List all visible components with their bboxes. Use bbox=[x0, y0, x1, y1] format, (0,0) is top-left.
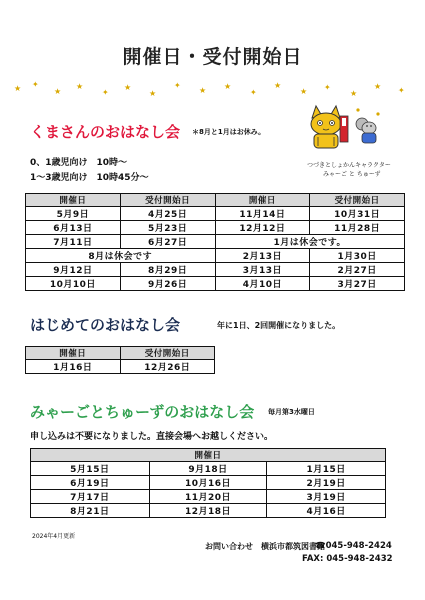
table-cell: 3月13日 bbox=[215, 263, 310, 277]
kuma-line1: 0、1歳児向け 10時～ bbox=[30, 158, 128, 168]
header-cell: 受付開始日 bbox=[310, 194, 405, 207]
header-cell: 開催日 bbox=[31, 449, 386, 462]
star-icon: ★ bbox=[124, 83, 132, 92]
contact-tel: ☎045-948-2424 bbox=[315, 541, 392, 551]
table-row bbox=[31, 504, 386, 518]
table-row bbox=[31, 476, 386, 490]
table-cell: 10月31日 bbox=[310, 207, 405, 221]
star-icon: ✦ bbox=[32, 80, 39, 89]
star-icon: ★ bbox=[274, 81, 282, 90]
table-cell: 8月21日 bbox=[31, 504, 150, 518]
table-row bbox=[31, 490, 386, 504]
table-cell: 4月25日 bbox=[120, 207, 215, 221]
table-cell: 11月14日 bbox=[215, 207, 310, 221]
kuma-note: ＊8月と1月はお休み。 bbox=[192, 128, 266, 136]
table-cell: 12月18日 bbox=[149, 504, 267, 518]
star-icon: ★ bbox=[199, 86, 207, 95]
hajime-note: 年に1日、2回開催になりました。 bbox=[217, 321, 341, 330]
table-row bbox=[26, 249, 405, 263]
star-icon: ★ bbox=[149, 89, 157, 98]
table-row bbox=[31, 462, 386, 476]
mascot-caption-1: つづきとしょかんキャラクター bbox=[307, 162, 391, 169]
star-icon: ✦ bbox=[398, 86, 405, 95]
table-cell: 3月27日 bbox=[310, 277, 405, 291]
mascot-caption-2: みゃーご と ちゅーず bbox=[323, 171, 381, 178]
star-icon: ✦ bbox=[324, 83, 331, 92]
star-icon: ★ bbox=[54, 87, 62, 96]
table-cell: 9月18日 bbox=[149, 462, 267, 476]
table-cell: 7月17日 bbox=[31, 490, 150, 504]
kuma-heading: くまさんのおはなし会 bbox=[30, 123, 181, 141]
table-cell: 10月10日 bbox=[26, 277, 121, 291]
table-cell: 1月16日 bbox=[26, 360, 121, 374]
star-icon: ★ bbox=[374, 82, 382, 91]
table-cell: 2月27日 bbox=[310, 263, 405, 277]
contact-fax: FAX: 045-948-2432 bbox=[302, 554, 393, 564]
table-row bbox=[26, 235, 405, 249]
table-cell: 2月19日 bbox=[267, 476, 386, 490]
table-cell: 4月10日 bbox=[215, 277, 310, 291]
table-header-row bbox=[26, 347, 215, 360]
myago-heading: みゃーごとちゅーずのおはなし会 bbox=[30, 403, 255, 421]
header-cell: 開催日 bbox=[215, 194, 310, 207]
header-cell: 開催日 bbox=[26, 194, 121, 207]
table-header-row bbox=[31, 449, 386, 462]
table-cell: 1月15日 bbox=[267, 462, 386, 476]
table-cell: 12月12日 bbox=[215, 221, 310, 235]
table-cell: 6月19日 bbox=[31, 476, 150, 490]
star-icon: ★ bbox=[14, 84, 22, 93]
table-cell: 7月11日 bbox=[26, 235, 121, 249]
table-row bbox=[26, 207, 405, 221]
star-icon: ★ bbox=[300, 87, 308, 96]
table-cell: 5月23日 bbox=[120, 221, 215, 235]
page-title: 開催日・受付開始日 bbox=[122, 46, 303, 68]
myago-line: 申し込みは不要になりました。直接会場へお越しください。 bbox=[30, 432, 274, 442]
kuma-line2: 1～3歳児向け 10時45分～ bbox=[30, 173, 149, 183]
kuma-schedule-table bbox=[25, 193, 405, 291]
table-cell: 3月19日 bbox=[267, 490, 386, 504]
table-row bbox=[26, 277, 405, 291]
table-cell: 5月9日 bbox=[26, 207, 121, 221]
table-header-row bbox=[26, 194, 405, 207]
table-cell-closed-notice: 8月は休会です bbox=[26, 249, 216, 263]
table-row bbox=[26, 360, 215, 374]
table-cell: 9月12日 bbox=[26, 263, 121, 277]
header-cell: 開催日 bbox=[26, 347, 121, 360]
table-cell: 2月13日 bbox=[215, 249, 310, 263]
myago-note: 毎月第3水曜日 bbox=[268, 408, 315, 416]
star-icon: ✦ bbox=[250, 88, 257, 97]
table-cell: 10月16日 bbox=[149, 476, 267, 490]
table-cell: 11月28日 bbox=[310, 221, 405, 235]
table-cell: 6月27日 bbox=[120, 235, 215, 249]
star-divider bbox=[14, 80, 409, 100]
hajime-heading: はじめてのおはなし会 bbox=[30, 316, 181, 334]
table-cell: 8月29日 bbox=[120, 263, 215, 277]
star-icon: ✦ bbox=[174, 81, 181, 90]
table-row bbox=[26, 263, 405, 277]
hajime-schedule-table bbox=[25, 346, 215, 374]
star-icon: ★ bbox=[350, 89, 358, 98]
table-cell: 5月15日 bbox=[31, 462, 150, 476]
star-icon: ★ bbox=[224, 82, 232, 91]
myago-schedule-table bbox=[30, 448, 386, 518]
header-cell: 受付開始日 bbox=[120, 194, 215, 207]
star-icon: ★ bbox=[76, 82, 84, 91]
table-cell: 6月13日 bbox=[26, 221, 121, 235]
table-cell: 12月26日 bbox=[120, 360, 215, 374]
table-cell: 4月16日 bbox=[267, 504, 386, 518]
header-cell: 受付開始日 bbox=[120, 347, 215, 360]
star-icon: ✦ bbox=[102, 88, 109, 97]
table-cell-closed-notice: 1月は休会です。 bbox=[215, 235, 405, 249]
table-cell: 1月30日 bbox=[310, 249, 405, 263]
table-row bbox=[26, 221, 405, 235]
updated-date: 2024年4月更新 bbox=[32, 533, 76, 540]
table-cell: 9月26日 bbox=[120, 277, 215, 291]
mascot-illustration bbox=[306, 104, 396, 160]
contact-label: お問い合わせ 横浜市都筑図書館 bbox=[205, 542, 325, 551]
table-cell: 11月20日 bbox=[149, 490, 267, 504]
